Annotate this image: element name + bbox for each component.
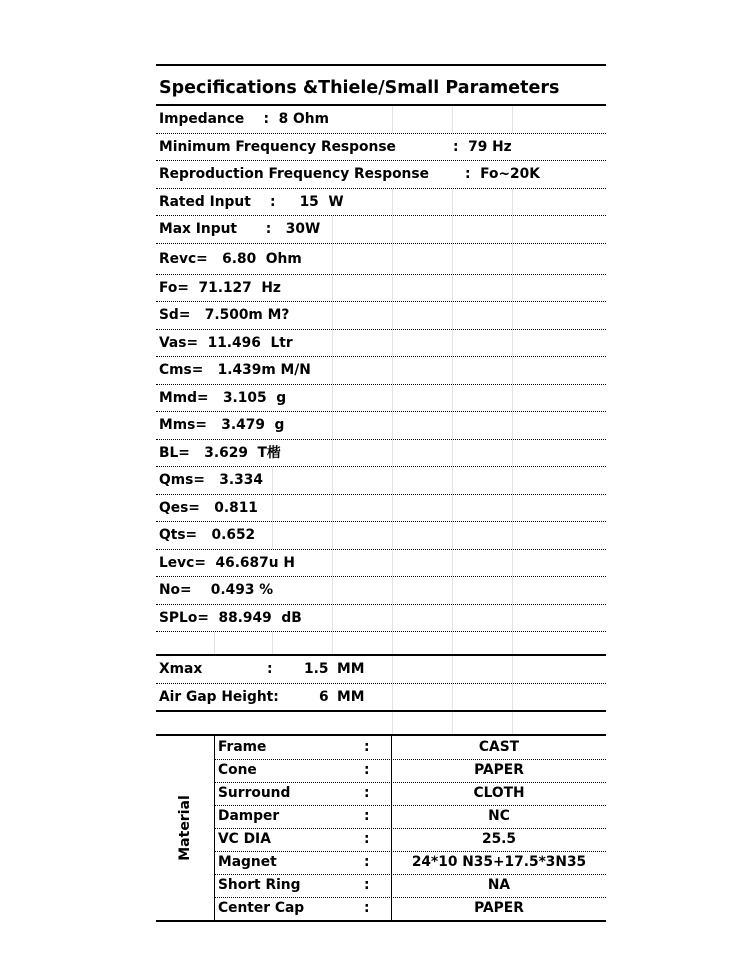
material-colon: : [364, 762, 370, 778]
material-value: NA [391, 874, 606, 897]
material-row [214, 874, 606, 898]
air-gap-unit: MM [337, 688, 365, 705]
xmax-colon: : [267, 661, 273, 677]
material-row [214, 782, 606, 806]
material-value: CAST [391, 736, 606, 759]
impedance-row [156, 106, 606, 134]
xmax-unit: MM [337, 661, 365, 677]
material-value: NC [391, 805, 606, 828]
air-gap-label: Air Gap Height: [159, 688, 279, 705]
blank-row [156, 632, 606, 654]
material-name: Magnet [218, 854, 277, 870]
param-levc: Levc= 46.687u H [159, 554, 295, 571]
xmax-value: 1.5 [304, 661, 329, 677]
material-colon: : [364, 877, 370, 893]
min-freq-value: : 79 Hz [453, 138, 512, 155]
param-row [156, 357, 606, 385]
xmax-row [156, 656, 606, 684]
param-cms: Cms= 1.439m M/N [159, 362, 311, 378]
air-gap-value: 6 [319, 688, 329, 705]
impedance-text: Impedance : 8 Ohm [159, 106, 333, 133]
repro-freq-value: : Fo~20K [465, 166, 540, 182]
param-sd: Sd= 7.500m M? [159, 307, 290, 323]
param-qes: Qes= 0.811 [159, 499, 258, 516]
sheet-title: Specifications &Thiele/Small Parameters [159, 78, 560, 98]
param-bl: BL= 3.629 T楷 [159, 444, 281, 461]
material-table [156, 736, 606, 920]
max-input-row [156, 216, 606, 244]
material-name: Surround [218, 785, 291, 801]
bottom-rule [156, 920, 606, 922]
param-row [156, 495, 606, 523]
material-value: PAPER [391, 897, 606, 920]
param-splo: SPLo= 88.949 dB [159, 609, 302, 626]
material-value: CLOTH [391, 782, 606, 805]
min-freq-row [156, 134, 606, 162]
material-row [214, 828, 606, 852]
material-label: Material [177, 795, 193, 861]
material-name: Cone [218, 762, 257, 778]
material-colon: : [364, 831, 370, 847]
material-row [214, 759, 606, 783]
material-value: PAPER [391, 759, 606, 782]
param-row [156, 330, 606, 358]
param-fo: Fo= 71.127 Hz [159, 279, 281, 296]
repro-freq-row [156, 161, 606, 189]
material-colon: : [364, 739, 370, 755]
param-row [156, 522, 606, 550]
param-qms: Qms= 3.334 [159, 472, 263, 488]
param-row [156, 550, 606, 578]
material-row [214, 851, 606, 875]
rated-input-row [156, 189, 606, 217]
material-value: 25.5 [391, 828, 606, 851]
xmax-label: Xmax [159, 661, 203, 677]
param-row [156, 467, 606, 495]
param-row [156, 275, 606, 303]
material-row [214, 897, 606, 920]
material-colon: : [364, 808, 370, 824]
material-row [214, 805, 606, 829]
param-mmd: Mmd= 3.105 g [159, 389, 287, 406]
air-gap-row [156, 684, 606, 711]
material-name: VC DIA [218, 831, 271, 847]
param-mms: Mms= 3.479 g [159, 417, 285, 433]
param-no: No= 0.493 % [159, 582, 274, 598]
min-freq-label: Minimum Frequency Response [159, 138, 396, 155]
rated-input-text: Rated Input : 15 W [159, 193, 344, 210]
material-name: Short Ring [218, 877, 301, 893]
material-colon: : [364, 854, 370, 870]
material-row [214, 736, 606, 760]
material-colon: : [364, 785, 370, 801]
param-revc: Revc= 6.80 Ohm [159, 250, 302, 267]
repro-freq-label: Reproduction Frequency Response [159, 166, 429, 182]
material-name: Frame [218, 739, 267, 755]
material-name: Damper [218, 808, 280, 824]
param-vas: Vas= 11.496 Ltr [159, 334, 293, 351]
material-value: 24*10 N35+17.5*3N35 [391, 851, 606, 874]
param-row [156, 385, 606, 413]
param-row [156, 244, 606, 275]
material-colon: : [364, 900, 370, 916]
param-row [156, 302, 606, 330]
blank-row [156, 712, 606, 734]
spec-sheet [156, 64, 606, 922]
param-row [156, 412, 606, 440]
param-row [156, 577, 606, 605]
material-name: Center Cap [218, 900, 305, 916]
param-row [156, 605, 606, 633]
param-qts: Qts= 0.652 [159, 527, 256, 543]
max-input-text: Max Input : 30W [159, 221, 321, 237]
material-label-cell [156, 736, 215, 920]
param-row [156, 440, 606, 468]
